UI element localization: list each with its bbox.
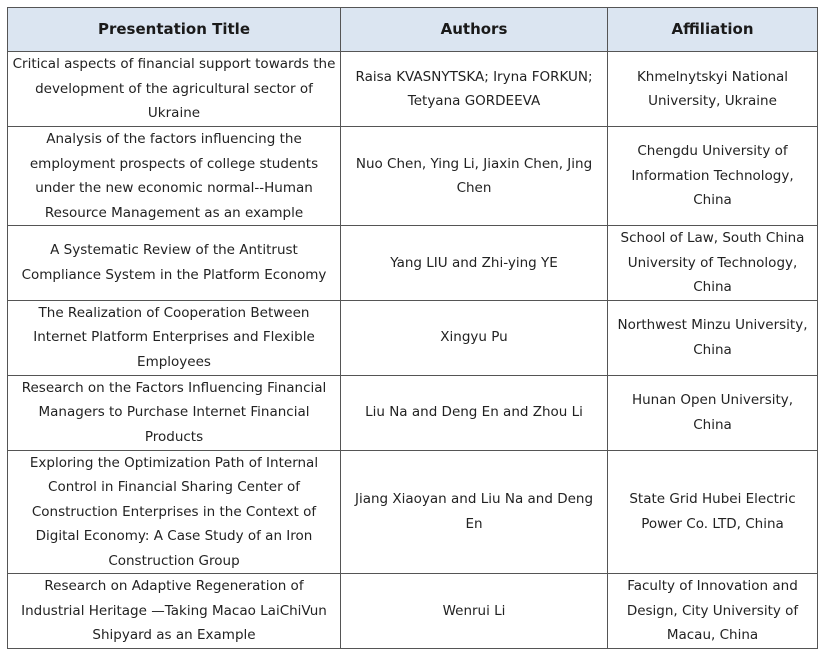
cell-authors: Yang LIU and Zhi-ying YE [341, 226, 608, 301]
header-row [8, 8, 818, 52]
cell-affiliation: Northwest Minzu University, China [608, 300, 818, 375]
table-header [8, 8, 818, 52]
cell-title: The Realization of Cooperation Between Internet Platform Enterprises and Flexible Employees [8, 300, 341, 375]
cell-title: Research on Adaptive Regeneration of Industrial Heritage —Taking Macao LaiChiVun Shipyard as an Example [8, 574, 341, 649]
table-row [8, 450, 818, 574]
cell-authors: Nuo Chen, Ying Li, Jiaxin Chen, Jing Chen [341, 127, 608, 226]
cell-authors: Liu Na and Deng En and Zhou Li [341, 375, 608, 450]
cell-authors: Wenrui Li [341, 574, 608, 649]
cell-affiliation: Chengdu University of Information Technology, China [608, 127, 818, 226]
cell-authors: Xingyu Pu [341, 300, 608, 375]
cell-affiliation: Faculty of Innovation and Design, City University of Macau, China [608, 574, 818, 649]
table-row [8, 226, 818, 301]
table-row [8, 52, 818, 127]
cell-affiliation: State Grid Hubei Electric Power Co. LTD, China [608, 450, 818, 574]
header-title: Presentation Title [8, 8, 341, 52]
presentations-table [7, 7, 818, 649]
cell-title: Analysis of the factors influencing the employment prospects of college students under the new economic normal--Human Resource Management as an example [8, 127, 341, 226]
header-authors: Authors [341, 8, 608, 52]
table-row [8, 300, 818, 375]
cell-affiliation: School of Law, South China University of Technology, China [608, 226, 818, 301]
header-affiliation: Affiliation [608, 8, 818, 52]
cell-authors: Jiang Xiaoyan and Liu Na and Deng En [341, 450, 608, 574]
cell-title: A Systematic Review of the Antitrust Compliance System in the Platform Economy [8, 226, 341, 301]
table-row [8, 375, 818, 450]
cell-title: Critical aspects of financial support towards the development of the agricultural sector of Ukraine [8, 52, 341, 127]
cell-affiliation: Khmelnytskyi National University, Ukraine [608, 52, 818, 127]
table-row [8, 127, 818, 226]
table-body [8, 52, 818, 649]
cell-title: Research on the Factors Influencing Financial Managers to Purchase Internet Financial Products [8, 375, 341, 450]
table-row [8, 574, 818, 649]
cell-title: Exploring the Optimization Path of Internal Control in Financial Sharing Center of Construction Enterprises in the Context of Digital Economy: A Case Study of an Iron Construction Group [8, 450, 341, 574]
cell-authors: Raisa KVASNYTSKA; Iryna FORKUN; Tetyana GORDEEVA [341, 52, 608, 127]
cell-affiliation: Hunan Open University, China [608, 375, 818, 450]
